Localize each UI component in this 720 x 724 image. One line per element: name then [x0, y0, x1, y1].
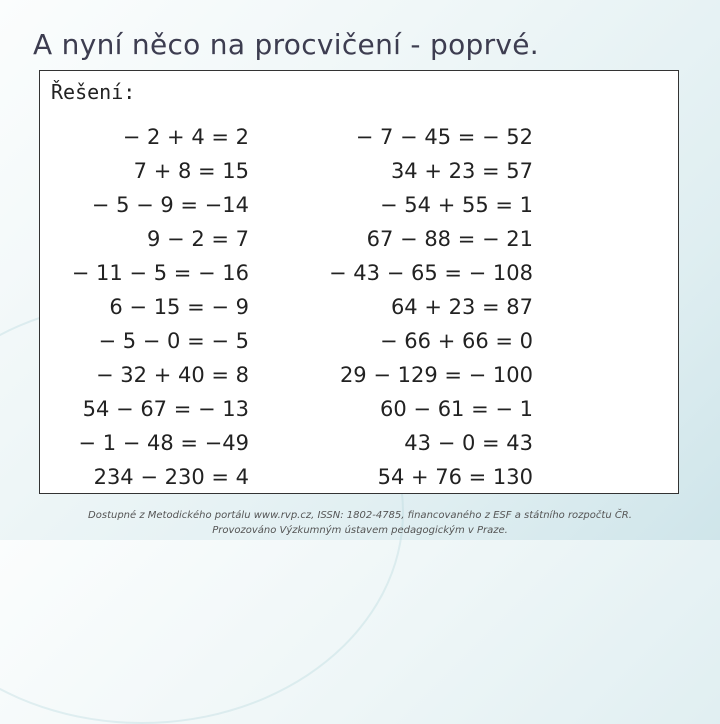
equation: − 32 + 40 = 8: [96, 363, 249, 387]
equation: 9 − 2 = 7: [147, 227, 249, 251]
equation: − 7 − 45 = − 52: [355, 125, 533, 149]
equation: − 5 − 0 = − 5: [98, 329, 249, 353]
equations-left-column: [72, 123, 249, 497]
equation: 64 + 23 = 87: [390, 295, 533, 319]
equation: − 66 + 66 = 0: [380, 329, 533, 353]
equation: 67 − 88 = − 21: [366, 227, 533, 251]
equation: − 54 + 55 = 1: [380, 193, 533, 217]
equation: 6 − 15 = − 9: [109, 295, 249, 319]
equation: − 2 + 4 = 2: [122, 125, 249, 149]
solution-label: Řešení:: [51, 80, 136, 104]
equation: − 5 − 9 = −14: [91, 193, 249, 217]
equation: − 1 − 48 = −49: [78, 431, 249, 455]
equation: − 43 − 65 = − 108: [329, 261, 533, 285]
equation: 54 − 67 = − 13: [82, 397, 249, 421]
equation: − 11 − 5 = − 16: [71, 261, 249, 285]
equation: 54 + 76 = 130: [377, 465, 533, 489]
footer-credits: [0, 508, 720, 538]
equation: 34 + 23 = 57: [390, 159, 533, 183]
slide-title: A nyní něco na procvičení - poprvé.: [33, 28, 539, 61]
solution-panel: [39, 70, 679, 494]
equation: 234 − 230 = 4: [93, 465, 249, 489]
equations-right-column: [329, 123, 533, 497]
equation: 29 − 129 = − 100: [339, 363, 533, 387]
footer-line: Dostupné z Metodického portálu www.rvp.cz, ISSN: 1802-4785, financovaného z ESF a státního rozpočtu ČR.: [88, 510, 632, 521]
equation: 43 − 0 = 43: [404, 431, 533, 455]
equation: 60 − 61 = − 1: [380, 397, 533, 421]
equation: 7 + 8 = 15: [133, 159, 249, 183]
footer-line: Provozováno Výzkumným ústavem pedagogickým v Praze.: [212, 525, 508, 536]
